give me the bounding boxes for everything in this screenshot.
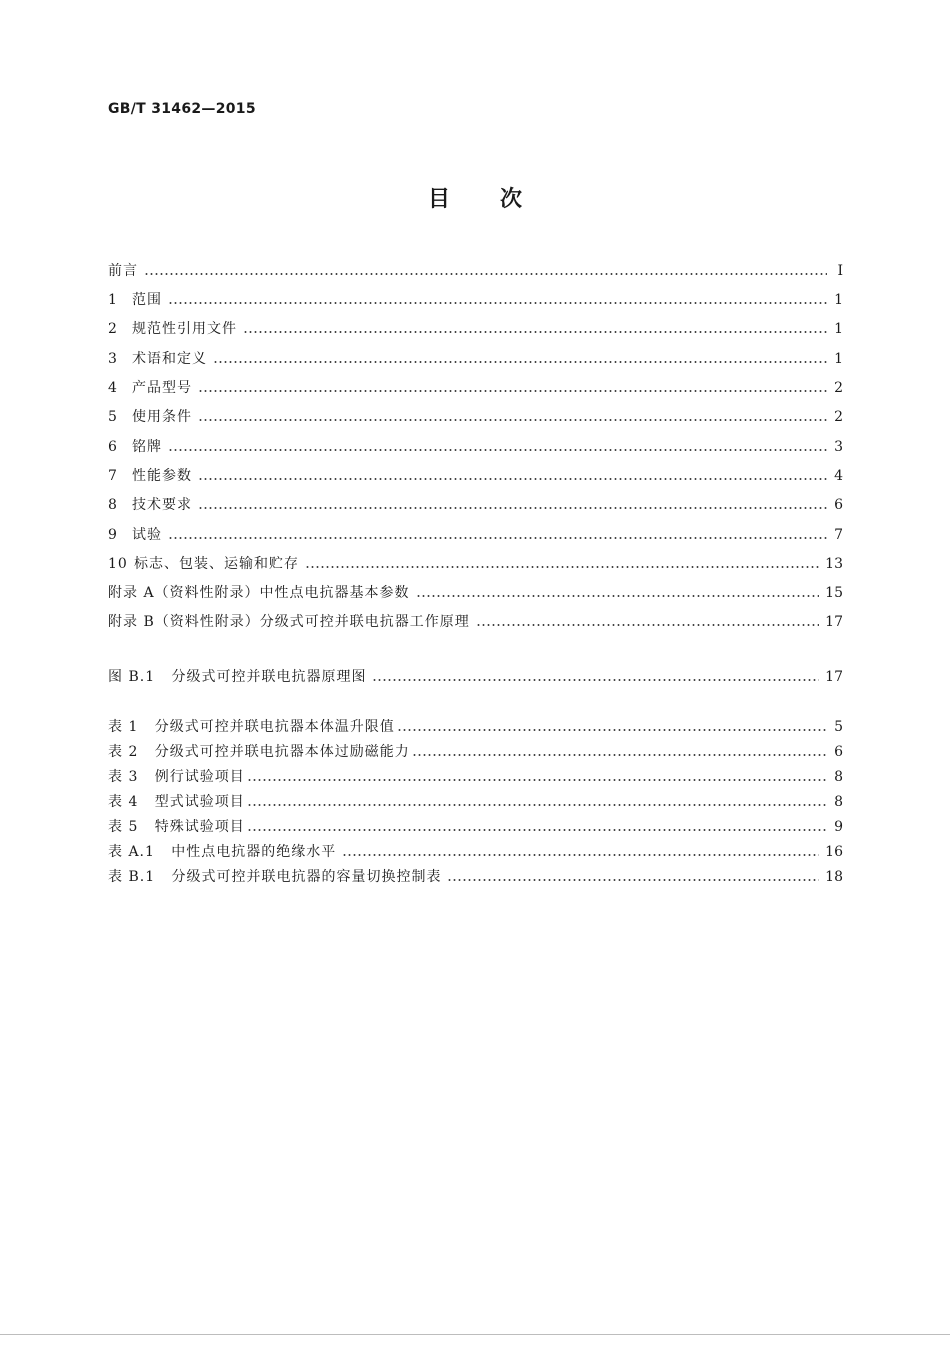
toc-entry-number: 8 bbox=[108, 497, 118, 513]
toc-entry-chapter-9[interactable] bbox=[108, 525, 843, 545]
toc-entry-number: 表 1 bbox=[108, 719, 139, 735]
toc-title-part2: 次 bbox=[500, 187, 523, 212]
toc-entry-title: 规范性引用文件 bbox=[132, 321, 237, 337]
toc-entry-annex-a[interactable] bbox=[108, 583, 843, 603]
toc-entry-number: 3 bbox=[108, 351, 118, 367]
toc-entry-chapter-8[interactable] bbox=[108, 495, 843, 515]
toc-entry-title: 中性点电抗器的绝缘水平 bbox=[171, 844, 337, 860]
toc-entry-title: 范围 bbox=[132, 292, 162, 308]
toc-entry-title: 试验 bbox=[132, 527, 162, 543]
toc-entry-page: 18 bbox=[825, 869, 843, 885]
toc-entry-chapter-4[interactable] bbox=[108, 378, 843, 398]
toc-entry-chapter-10[interactable] bbox=[108, 554, 843, 574]
toc-entry-page: 13 bbox=[825, 556, 843, 572]
toc-entry-number: 表 4 bbox=[108, 794, 139, 810]
toc-entry-page: 2 bbox=[834, 409, 843, 425]
standard-code: GB/T 31462—2015 bbox=[108, 101, 256, 117]
toc-entry-page: Ⅰ bbox=[837, 263, 843, 279]
leader-dots bbox=[397, 728, 827, 732]
toc-entry-number: 2 bbox=[108, 321, 118, 337]
toc-entry-number: 表 2 bbox=[108, 744, 139, 760]
leader-dots bbox=[168, 536, 827, 540]
toc-entry-chapter-5[interactable] bbox=[108, 407, 843, 427]
leader-dots bbox=[213, 360, 827, 364]
toc-entry-page: 17 bbox=[825, 614, 843, 630]
leader-dots bbox=[198, 389, 827, 393]
toc-entry-number: 表 3 bbox=[108, 769, 139, 785]
toc-entry-number: 7 bbox=[108, 468, 118, 484]
toc-entry-table-3[interactable] bbox=[108, 767, 843, 787]
toc-entry-title: 分级式可控并联电抗器原理图 bbox=[171, 669, 367, 685]
toc-entry-title: 铭牌 bbox=[132, 439, 162, 455]
toc-entry-number: 表 B.1 bbox=[108, 869, 156, 885]
toc-entry-page: 6 bbox=[834, 497, 843, 513]
toc-entry-chapter-6[interactable] bbox=[108, 437, 843, 457]
leader-dots bbox=[476, 623, 819, 627]
toc-entry-table-4[interactable] bbox=[108, 792, 843, 812]
toc-entry-title: 分级式可控并联电抗器本体温升限值 bbox=[154, 719, 395, 735]
toc-title-part1: 目 bbox=[427, 187, 450, 212]
toc-entry-chapter-1[interactable] bbox=[108, 290, 843, 310]
leader-dots bbox=[247, 803, 827, 807]
toc-entry-page: 8 bbox=[834, 769, 843, 785]
toc-entry-page: 15 bbox=[825, 585, 843, 601]
toc-entry-title: 术语和定义 bbox=[132, 351, 207, 367]
toc-entry-number: 表 A.1 bbox=[108, 844, 155, 860]
toc-entry-page: 1 bbox=[834, 351, 843, 367]
toc-entry-annex-b[interactable] bbox=[108, 612, 843, 632]
toc-entry-title: 前言 bbox=[108, 263, 138, 279]
toc-entry-page: 8 bbox=[834, 794, 843, 810]
toc-entry-table-a1[interactable] bbox=[108, 842, 843, 862]
leader-dots bbox=[416, 594, 820, 598]
toc-entry-page: 2 bbox=[834, 380, 843, 396]
toc-entry-title: 附录 B（资料性附录）分级式可控并联电抗器工作原理 bbox=[108, 614, 470, 630]
toc-entry-title: 特殊试验项目 bbox=[154, 819, 245, 835]
leader-dots bbox=[168, 448, 827, 452]
page-bottom-edge bbox=[0, 1334, 950, 1335]
toc-entry-number: 表 5 bbox=[108, 819, 139, 835]
toc-entry-title: 使用条件 bbox=[132, 409, 192, 425]
leader-dots bbox=[198, 477, 827, 481]
toc-entry-table-1[interactable] bbox=[108, 717, 843, 737]
toc-entry-page: 1 bbox=[834, 321, 843, 337]
toc-entry-page: 17 bbox=[825, 669, 843, 685]
toc-entry-number: 5 bbox=[108, 409, 118, 425]
leader-dots bbox=[305, 565, 819, 569]
toc-entry-page: 16 bbox=[825, 844, 843, 860]
toc-entry-title: 型式试验项目 bbox=[154, 794, 245, 810]
toc-entry-title: 标志、包装、运输和贮存 bbox=[134, 556, 299, 572]
leader-dots bbox=[247, 828, 827, 832]
toc-entry-table-b1[interactable] bbox=[108, 867, 843, 887]
toc-entry-page: 3 bbox=[834, 439, 843, 455]
leader-dots bbox=[243, 330, 827, 334]
toc-entry-title: 附录 A（资料性附录）中性点电抗器基本参数 bbox=[108, 585, 410, 601]
toc-entry-page: 5 bbox=[834, 719, 843, 735]
toc-entry-page: 6 bbox=[834, 744, 843, 760]
leader-dots bbox=[198, 506, 827, 510]
toc-entry-figure-b1[interactable] bbox=[108, 667, 843, 687]
toc-entry-title: 性能参数 bbox=[132, 468, 192, 484]
toc-entry-title: 技术要求 bbox=[132, 497, 192, 513]
leader-dots bbox=[144, 272, 827, 276]
toc-entry-page: 7 bbox=[834, 527, 843, 543]
toc-entry-number: 4 bbox=[108, 380, 118, 396]
toc-entry-title: 例行试验项目 bbox=[154, 769, 245, 785]
toc-entry-title: 分级式可控并联电抗器本体过励磁能力 bbox=[154, 744, 410, 760]
toc-entry-chapter-2[interactable] bbox=[108, 319, 843, 339]
toc-entry-foreword[interactable] bbox=[108, 261, 843, 281]
toc-entry-table-2[interactable] bbox=[108, 742, 843, 762]
leader-dots bbox=[412, 753, 827, 757]
toc-entry-number: 6 bbox=[108, 439, 118, 455]
toc-entry-title: 产品型号 bbox=[132, 380, 192, 396]
toc-entry-chapter-3[interactable] bbox=[108, 349, 843, 369]
toc-entry-chapter-7[interactable] bbox=[108, 466, 843, 486]
leader-dots bbox=[372, 678, 819, 682]
toc-entry-page: 9 bbox=[834, 819, 843, 835]
leader-dots bbox=[342, 853, 819, 857]
toc-entry-number: 图 B.1 bbox=[108, 669, 156, 685]
toc-entry-number: 9 bbox=[108, 527, 118, 543]
leader-dots bbox=[247, 778, 827, 782]
toc-entry-number: 10 bbox=[108, 556, 128, 572]
leader-dots bbox=[198, 418, 827, 422]
leader-dots bbox=[168, 301, 827, 305]
toc-title bbox=[0, 182, 950, 213]
toc-entry-title: 分级式可控并联电抗器的容量切换控制表 bbox=[171, 869, 442, 885]
toc-entry-number: 1 bbox=[108, 292, 118, 308]
toc-entry-page: 1 bbox=[834, 292, 843, 308]
leader-dots bbox=[447, 878, 819, 882]
toc-entry-table-5[interactable] bbox=[108, 817, 843, 837]
toc-entry-page: 4 bbox=[834, 468, 843, 484]
